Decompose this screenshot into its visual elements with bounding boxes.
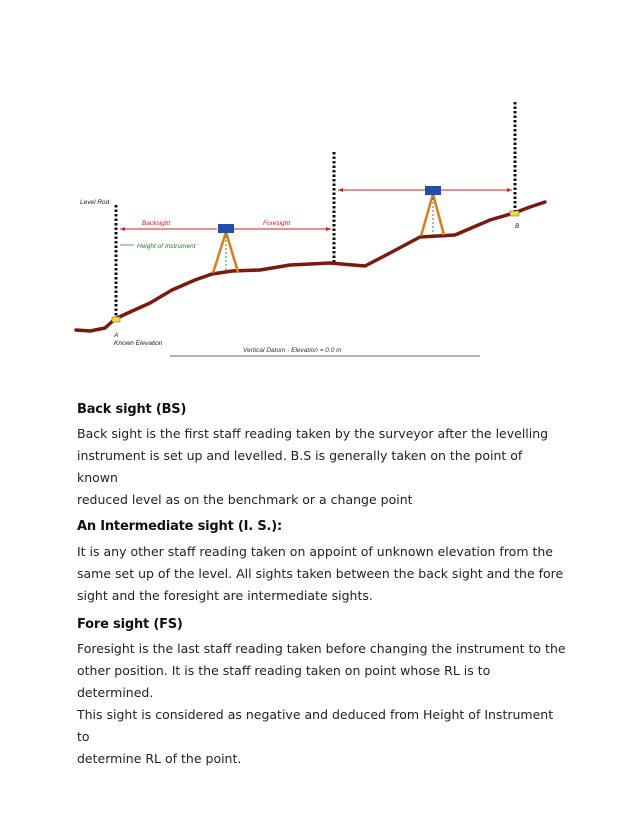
backsight-arrow xyxy=(120,227,125,231)
backsight-label: Backsight xyxy=(142,220,171,227)
sight-line-2-arrow-right xyxy=(507,188,512,192)
text-line: It is any other staff reading taken on appoint of unknown elevation from the xyxy=(77,544,553,559)
text-content xyxy=(77,402,567,770)
rod-base-a xyxy=(112,317,120,322)
point-a-label: A xyxy=(114,332,119,339)
height-of-instrument-label: Height of Instrument xyxy=(137,243,196,250)
foresight-arrow xyxy=(326,227,331,231)
levelling-diagram xyxy=(0,0,638,390)
text-line: determine RL of the point. xyxy=(77,751,242,766)
heading-intermediate-sight: An Intermediate sight (I. S.): xyxy=(77,519,283,534)
foresight-label: Foresight xyxy=(263,220,291,227)
text-line: reduced level as on the benchmark or a change point xyxy=(77,492,413,507)
vertical-datum-label: Vertical Datum - Elevation = 0.0 m xyxy=(243,347,342,354)
text-line: sight and the foresight are intermediate sights. xyxy=(77,588,373,603)
paragraph-fore-sight xyxy=(77,638,567,770)
heading-fore-sight: Fore sight (FS) xyxy=(77,617,183,632)
text-line: other position. It is the staff reading taken on point whose RL is to determined. xyxy=(77,663,491,700)
text-line: instrument is set up and levelled. B.S is generally taken on the point of known xyxy=(77,448,523,485)
text-line: Foresight is the last staff reading taken before changing the instrument to the xyxy=(77,641,566,656)
paragraph-back-sight xyxy=(77,423,567,511)
text-line: Back sight is the first staff reading taken by the surveyor after the levelling xyxy=(77,426,549,441)
text-line: same set up of the level. All sights taken between the back sight and the fore xyxy=(77,566,564,581)
point-b-label: B xyxy=(515,223,520,230)
known-elevation-label: Known Elevation xyxy=(114,340,163,347)
level-rod-label: Level Rod xyxy=(80,199,110,206)
heading-back-sight: Back sight (BS) xyxy=(77,402,187,417)
text-line: This sight is considered as negative and deduced from Height of Instrument to xyxy=(77,707,554,744)
sight-line-2-arrow-left xyxy=(338,188,343,192)
paragraph-intermediate-sight xyxy=(77,541,567,607)
rod-base-b xyxy=(510,211,519,216)
level-instrument-2 xyxy=(421,186,444,236)
level-instrument-1 xyxy=(213,224,238,273)
